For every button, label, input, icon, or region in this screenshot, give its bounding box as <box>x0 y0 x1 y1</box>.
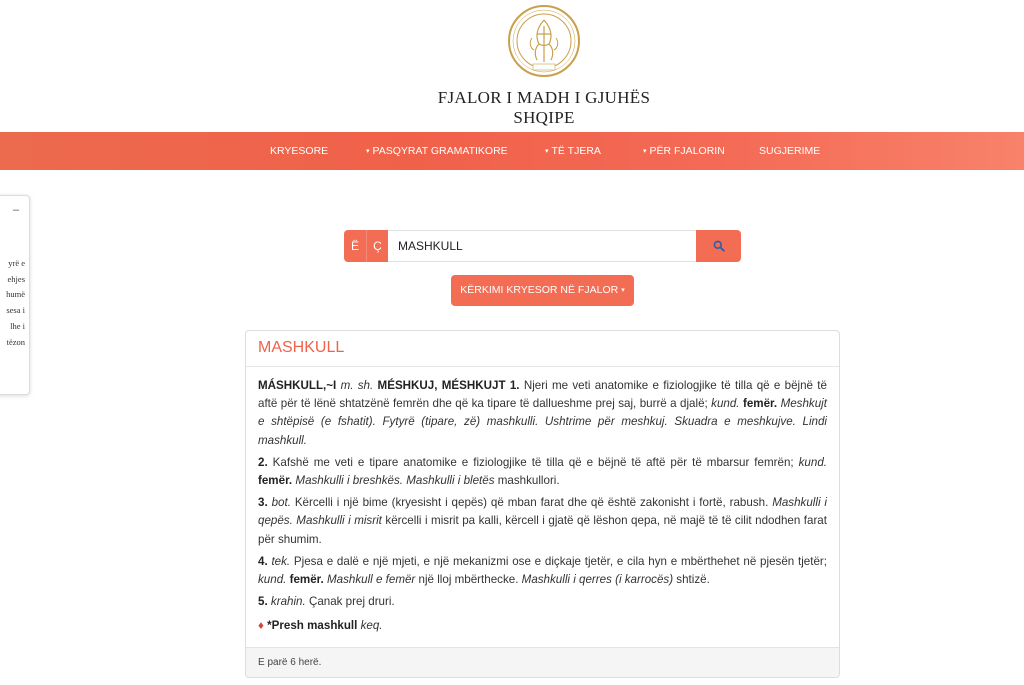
result-panel <box>245 330 840 678</box>
example-gloss: një lloj mbërthecke. <box>418 573 519 587</box>
side-panel-text <box>0 256 30 350</box>
side-line: tëzon <box>6 336 25 347</box>
sense-number: 4. <box>258 554 268 568</box>
search-mode-dropdown[interactable] <box>451 275 634 306</box>
phrase-text: *Presh mashkull <box>267 619 358 633</box>
minimize-icon[interactable]: – <box>12 204 19 216</box>
nav-item-label: TË TJERA <box>551 145 601 157</box>
insert-char-e-button[interactable]: Ë <box>344 230 366 262</box>
nav-item-label: SUGJERIME <box>759 145 821 157</box>
sense-number: 1. <box>509 379 520 392</box>
usage-examples: Mashkulli i qerres (i karrocës) <box>521 573 674 587</box>
chevron-down-icon: ▾ <box>366 148 370 155</box>
register-tag: keq. <box>360 619 383 633</box>
result-header <box>246 331 839 367</box>
result-headword-title: MASHKULL <box>258 339 345 356</box>
nav-item-pasqyrat-gramatikore[interactable] <box>366 132 508 170</box>
sense-number: 3. <box>258 496 268 510</box>
opposite-tag: kund. <box>798 455 827 469</box>
sense-number: 2. <box>258 455 268 469</box>
academy-seal-icon <box>507 4 581 78</box>
chevron-down-icon: ▾ <box>621 287 625 294</box>
opposite-tag: kund. <box>258 573 287 587</box>
side-line: humë <box>6 289 25 300</box>
chevron-down-icon: ▾ <box>643 148 647 155</box>
sense-number: 5. <box>258 595 268 609</box>
sense-definition: Çanak prej druri. <box>308 595 395 609</box>
diamond-icon: ♦ <box>258 619 264 633</box>
view-count: E parë 6 herë. <box>246 647 839 677</box>
sense-definition: Kërcelli i një bime (kryesisht i qepës) që mban farat dhe që është zakonisht i fortë, rabush. <box>294 496 769 510</box>
domain-tag: tek. <box>271 554 291 568</box>
nav-item-label: PASQYRAT GRAMATIKORE <box>372 145 508 157</box>
side-line: ehjes <box>7 273 25 284</box>
opposite-word: femër. <box>742 397 778 411</box>
definition-sense-1 <box>258 377 827 450</box>
site-title <box>0 88 1024 128</box>
search-button[interactable] <box>696 230 741 262</box>
phrase-entry <box>258 617 827 635</box>
example-gloss: mashkullori. <box>497 474 560 488</box>
definition-sense-5 <box>258 593 827 611</box>
grammar-tag: m. sh. <box>340 379 374 392</box>
nav-item-label: KRYESORE <box>270 145 329 157</box>
sense-definition: Pjesa e dalë e një mjeti, e një mekanizmi ose e diçkaje tjetër, e cila hyn e mbërthehet në pjesën tjetër; <box>293 554 827 568</box>
headword: MÁSHKULL,~I <box>258 379 337 392</box>
domain-tag: krahin. <box>270 595 306 609</box>
domain-tag: bot. <box>271 496 291 510</box>
result-definition <box>246 367 839 636</box>
site-title-line1: FJALOR I MADH I GJUHËS <box>437 88 651 107</box>
usage-examples: Mashkulli i breshkës. Mashkulli i bletës <box>295 474 495 488</box>
opposite-word: femër. <box>289 573 324 587</box>
site-title-line2: SHQIPE <box>513 108 575 127</box>
side-line: sesa i <box>6 305 25 316</box>
side-line: yrë e <box>8 258 25 268</box>
plural-forms: MÉSHKUJ, MÉSHKUJT <box>377 379 506 392</box>
usage-examples: Meshkujt e shtëpisë (e fshatit). Fytyrë (tipare, zë) mashkulli. Ushtrime për meshkuj. Skuadra e meshkujve. Lindi mashkull. <box>258 397 827 447</box>
side-line: lhe i <box>10 320 25 331</box>
sense-definition: Kafshë me veti e tipare anatomike e fiziologjike të tilla që e bëjnë të aftë për të mbarsur femrën; <box>272 455 794 469</box>
example-gloss: kërcelli i misrit pa kalli, kërcell i gjatë që lëshon qepa, në majë të të cilit ndodhen farat për shumim. <box>258 514 827 546</box>
opposite-tag: kund. <box>711 397 740 411</box>
usage-examples: Mashkull e femër <box>327 573 416 587</box>
main-navbar <box>0 132 1024 170</box>
nav-item-te-tjera[interactable] <box>545 132 601 170</box>
chevron-down-icon: ▾ <box>545 148 549 155</box>
insert-char-c-button[interactable]: Ç <box>366 230 388 262</box>
search-input[interactable] <box>388 230 696 262</box>
nav-item-per-fjalorin[interactable] <box>643 132 725 170</box>
nav-item-kryesore[interactable] <box>270 132 328 170</box>
usage-examples: Mashkulli i qepës. Mashkulli i misrit <box>258 496 827 528</box>
definition-sense-4 <box>258 553 827 589</box>
search-icon <box>713 240 725 252</box>
definition-sense-2 <box>258 454 827 490</box>
side-info-panel <box>0 195 30 395</box>
example-gloss: shtizë. <box>676 573 710 587</box>
sense-definition: Njeri me veti anatomike e fiziologjike të tilla që e bëjnë të aftë për të lënë shtatzënë femrën dhe që ka tipare të dallueshme prej saj, burrë a djalë; <box>258 379 827 411</box>
definition-sense-3 <box>258 494 827 549</box>
nav-item-label: PËR FJALORIN <box>649 145 725 157</box>
opposite-word: femër. <box>258 474 293 488</box>
search-mode-label: KËRKIMI KRYESOR NË FJALOR <box>460 284 619 296</box>
search-bar <box>344 230 741 262</box>
nav-item-sugjerime[interactable] <box>759 132 820 170</box>
